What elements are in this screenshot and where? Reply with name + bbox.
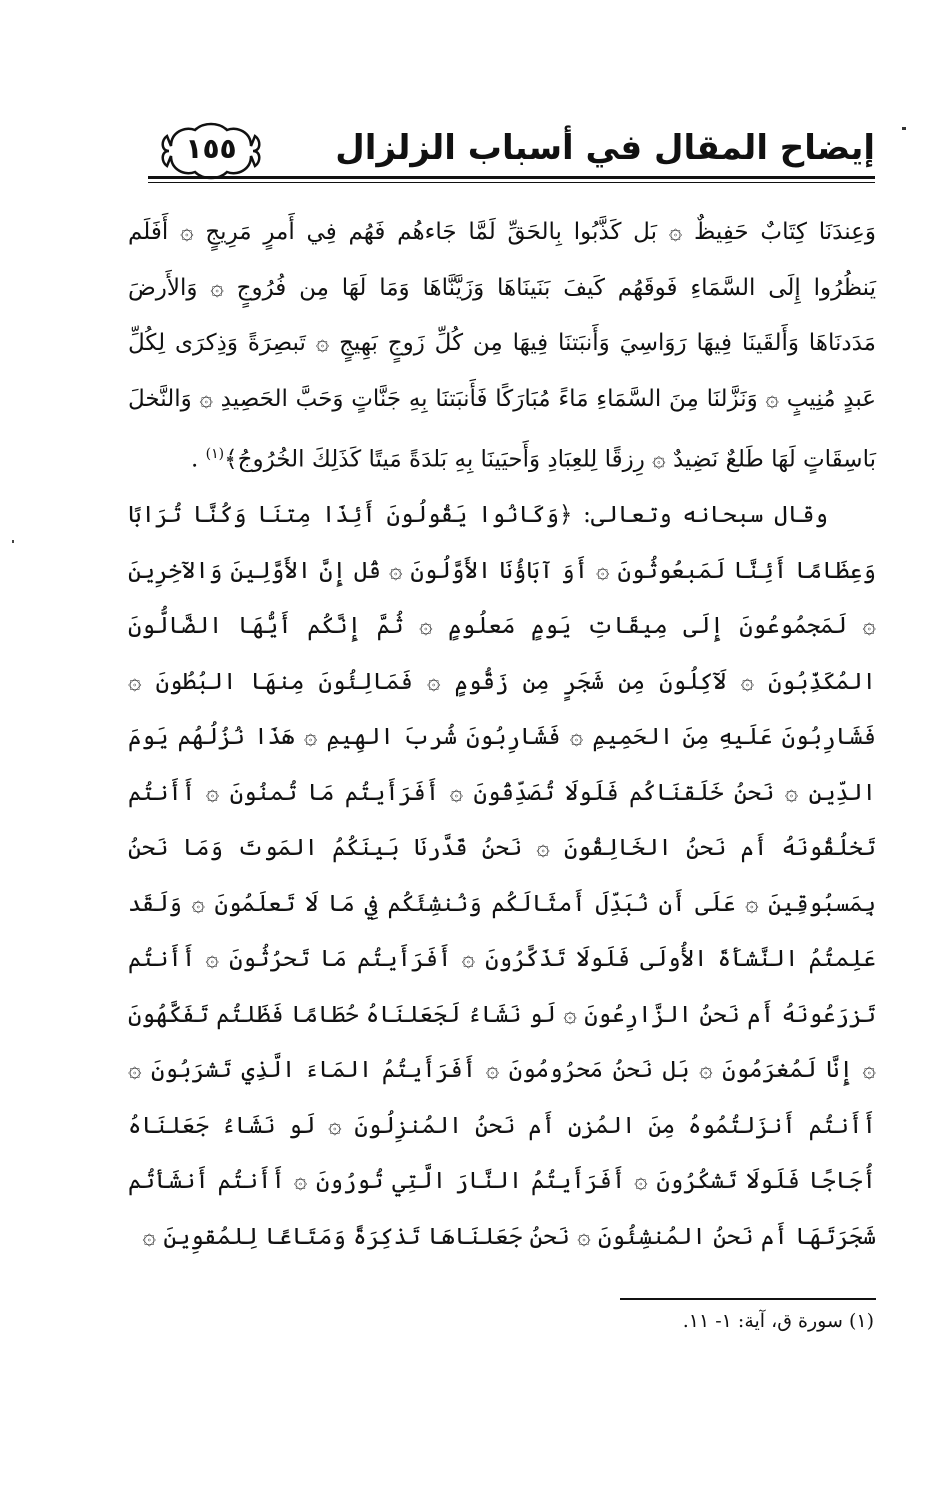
footnote-separator [620,1298,876,1300]
margin-speck [902,127,906,130]
paragraph-1-end: . [191,446,199,473]
page-number-badge [155,120,267,182]
footnote: (١) سورة ق، آية: ١- ١١. [682,1310,874,1332]
page-number: ١٥٥ [185,132,237,165]
header-rule-thin [148,182,875,183]
header-rule-thick [148,176,875,179]
paragraph-1-text: وَعِندَنَا كِتَابٌ حَفِيظٌ ۞ بَل كَذَّبُوا بِالحَقِّ لَمَّا جَاءهُم فَهُم فِي أَمرٍ مَرِيجٍ ۞ أَفَلَم يَنظُرُوا إِلَى السَّمَاءِ فَوقَهُم كَيفَ بَنَينَاهَا وَزَيَّنَّاهَا وَمَا لَهَا مِن فُرُوجٍ ۞ وَالأَرضَ مَدَدنَاهَا وَأَلقَينَا فِيهَا رَوَاسِيَ وَأَنبَتنَا فِيهَا مِن كُلِّ زَوجٍ بَهِيجٍ ۞ تَبصِرَةً وَذِكرَى لِكُلِّ عَبدٍ مُنِيبٍ ۞ وَنَزَّلنَا مِنَ السَّمَاءِ مَاءً مُبَارَكًا فَأَنبَتنَا بِهِ جَنَّاتٍ وَحَبَّ الحَصِيدِ ۞ وَالنَّخلَ بَاسِقَاتٍ لَهَا طَلعٌ نَضِيدٌ ۞ رِزقًا لِلعِبَادِ وَأَحيَينَا بِهِ بَلدَةً مَيتًا كَذَلِكَ الخُرُوجُ﴾ [128,219,876,473]
main-text [128,205,876,1265]
paragraph-2: وقال سبحانه وتعالى: ﴿وَكَانُوا يَقُولُونَ أَئِذَا مِتنَا وَكُنَّا تُرَابًا وَعِظَامًا أَئِنَّا لَمَبعُوثُونَ ۞ أَوَ آبَاؤُنَا الأَوَّلُونَ ۞ قُل إِنَّ الأَوَّلِينَ وَالآخِرِينَ ۞ لَمَجمُوعُونَ إِلَى مِيقَاتِ يَومٍ مَعلُومٍ ۞ ثُمَّ إِنَّكُم أَيُّهَا الضَّالُّونَ المُكَذِّبُونَ ۞ لَآكِلُونَ مِن شَجَرٍ مِن زَقُّومٍ ۞ فَمَالِئُونَ مِنهَا البُطُونَ ۞ فَشَارِبُونَ عَلَيهِ مِنَ الحَمِيمِ ۞ فَشَارِبُونَ شُربَ الهِيمِ ۞ هَذَا نُزُلُهُم يَومَ الدِّينِ ۞ نَحنُ خَلَقنَاكُم فَلَولَا تُصَدِّقُونَ ۞ أَفَرَأَيتُم مَا تُمنُونَ ۞ أَأَنتُم تَخلُقُونَهُ أَم نَحنُ الخَالِقُونَ ۞ نَحنُ قَدَّرنَا بَينَكُمُ المَوتَ وَمَا نَحنُ بِمَسبُوقِينَ ۞ عَلَى أَن نُبَدِّلَ أَمثَالَكُم وَنُنشِئَكُم فِي مَا لَا تَعلَمُونَ ۞ وَلَقَد عَلِمتُمُ النَّشأَةَ الأُولَى فَلَولَا تَذَكَّرُونَ ۞ أَفَرَأَيتُم مَا تَحرُثُونَ ۞ أَأَنتُم تَزرَعُونَهُ أَم نَحنُ الزَّارِعُونَ ۞ لَو نَشَاءُ لَجَعَلنَاهُ حُطَامًا فَظَلتُم تَفَكَّهُونَ ۞ إِنَّا لَمُغرَمُونَ ۞ بَل نَحنُ مَحرُومُونَ ۞ أَفَرَأَيتُمُ المَاءَ الَّذِي تَشرَبُونَ ۞ أَأَنتُم أَنزَلتُمُوهُ مِنَ المُزنِ أَم نَحنُ المُنزِلُونَ ۞ لَو نَشَاءُ جَعَلنَاهُ أُجَاجًا فَلَولَا تَشكُرُونَ ۞ أَفَرَأَيتُمُ النَّارَ الَّتِي تُورُونَ ۞ أَأَنتُم أَنشَأتُم شَجَرَتَهَا أَم نَحنُ المُنشِئُونَ ۞ نَحنُ جَعَلنَاهَا تَذكِرَةً وَمَتَاعًا لِلمُقوِينَ ۞ [128,502,876,1250]
running-title: إيضاح المقال في أسباب الزلزال [335,128,875,168]
paragraph-1 [128,205,876,488]
footnote-reference: (١) [205,446,225,462]
margin-speck [12,540,14,543]
